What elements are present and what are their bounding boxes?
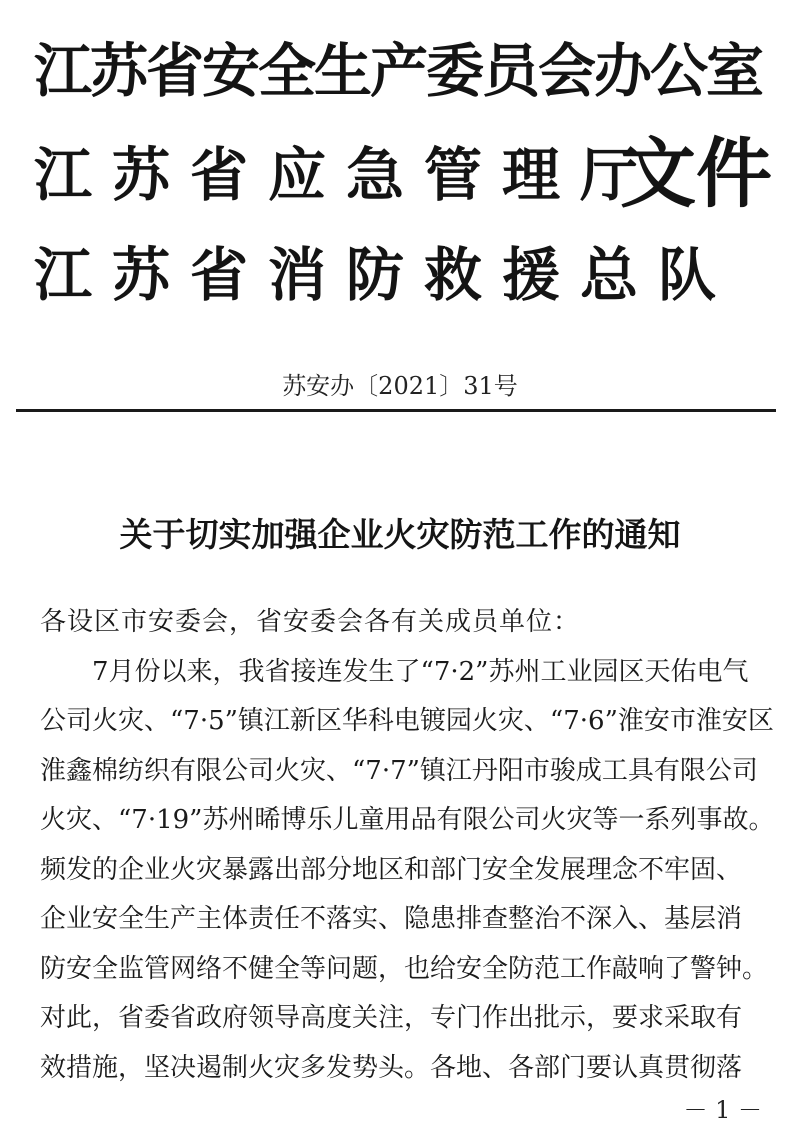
- document-header: [34, 28, 774, 318]
- body-line: 频发的企业火灾暴露出部分地区和部门安全发展理念不牢固、: [40, 854, 743, 885]
- document-number: 苏安办〔2021〕31号: [282, 372, 518, 400]
- body-line: 防安全监管网络不健全等问题，也给安全防范工作敲响了警钟。: [40, 953, 769, 984]
- header-divider: [16, 409, 776, 412]
- body-line: 效措施，坚决遏制火灾多发势头。各地、各部门要认真贯彻落: [40, 1052, 743, 1083]
- document-title: 关于切实加强企业火灾防范工作的通知: [119, 515, 681, 554]
- body-line: 公司火灾、“7·5”镇江新区华科电镀园火灾、“7·6”淮安市淮安区: [40, 706, 774, 736]
- page-number: － 1 －: [683, 1096, 762, 1124]
- body-line: 对此，省委省政府领导高度关注，专门作出批示，要求采取有: [40, 1003, 743, 1033]
- body-line: 企业安全生产主体责任不落实、隐患排查整治不深入、基层消: [40, 904, 743, 934]
- document-suffix: 文件: [620, 129, 772, 218]
- body-line: 淮鑫棉纺织有限公司火灾、“7·7”镇江丹阳市骏成工具有限公司: [40, 755, 758, 786]
- document-body: [40, 598, 775, 1093]
- body-line: 火灾、“7·19”苏州晞博乐儿童用品有限公司火灾等一系列事故。: [40, 805, 775, 835]
- issuer-line-2: 江苏省应急管理厅: [34, 141, 659, 209]
- salutation: 各设区市安委会，省安委会各有关成员单位：: [40, 607, 581, 637]
- issuer-line-3: 江苏省消防救援总队: [34, 241, 737, 309]
- body-line: 7月份以来，我省接连发生了“7·2”苏州工业园区天佑电气: [92, 656, 749, 687]
- issuer-line-1: 江苏省安全生产委员会办公室: [34, 37, 763, 105]
